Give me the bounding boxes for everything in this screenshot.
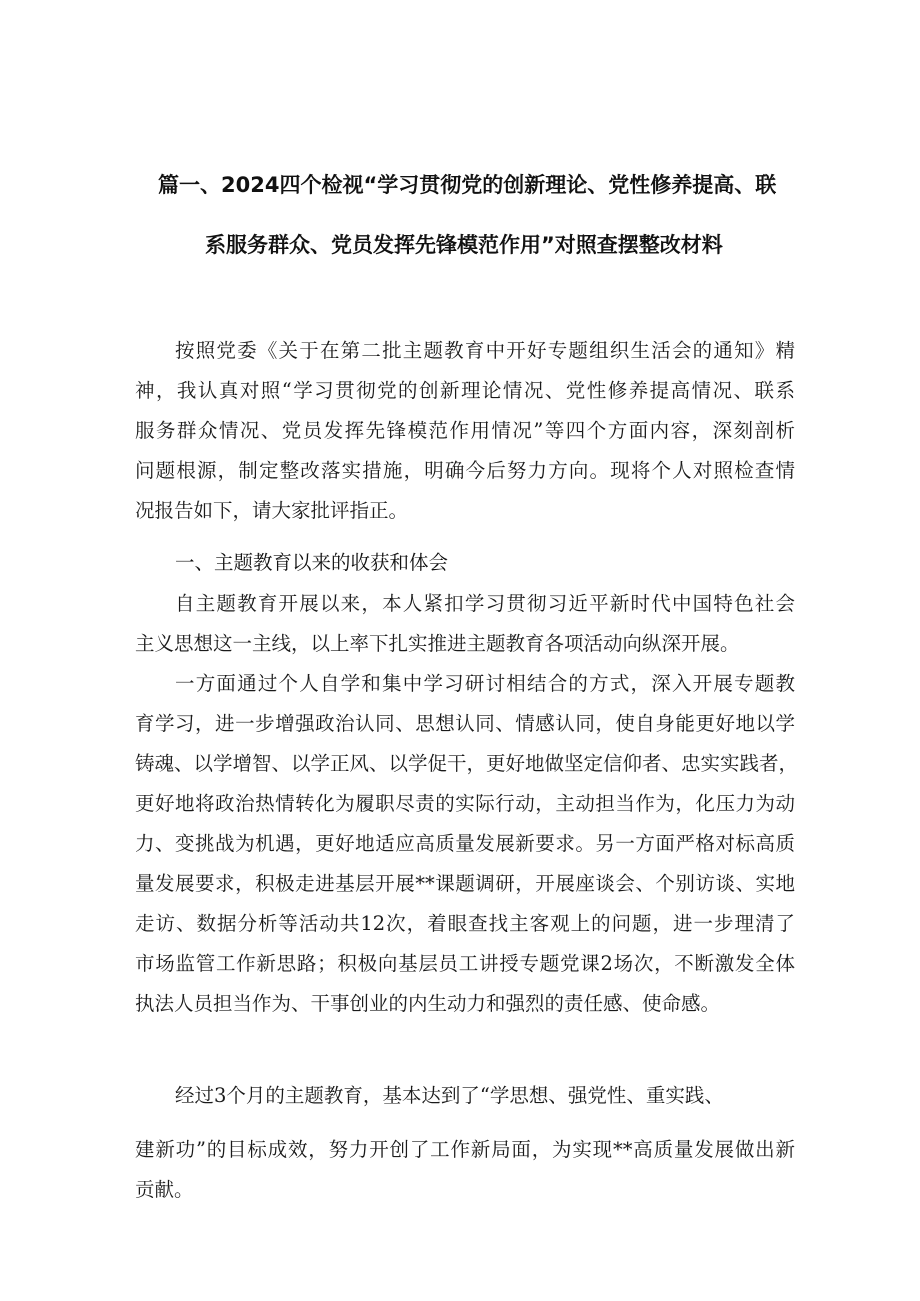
paragraph-line: 神，我认真对照“学习贯彻党的创新理论情况、党性修养提高情况、联系 [135,379,795,402]
paragraph-line: 走访、数据分析等活动共12次，着眼查找主客观上的问题，进一步理清了 [135,912,795,935]
paragraph-line: 育学习，进一步增强政治认同、思想认同、情感认同，使自身能更好地以学 [135,712,795,735]
paragraph-line: 主义思想这一主线，以上率下扎实推进主题教育各项活动向纵深开展。 [135,632,740,655]
paragraph-line: 贡献。 [135,1178,194,1201]
paragraph-line: 一方面通过个人自学和集中学习研讨相结合的方式，深入开展专题教 [175,672,795,695]
paragraph-line: 自主题教育开展以来，本人紧扣学习贯彻习近平新时代中国特色社会 [175,592,795,615]
paragraph-line: 建新功”的目标成效，努力开创了工作新局面，为实现**高质量发展做出新 [135,1138,795,1161]
paragraph-3 [135,664,799,1024]
paragraph-line: 市场监管工作新思路；积极向基层员工讲授专题党课2场次，不断激发全体 [135,952,795,975]
paragraph-line: 力、变挑战为机遇，更好地适应高质量发展新要求。另一方面严格对标高质 [135,832,795,855]
document-title-line-1: 篇一、2024四个检视“学习贯彻党的创新理论、党性修养提高、联 [158,173,777,197]
paragraph-line: 况报告如下，请大家批评指正。 [135,499,409,522]
paragraph-line: 按照党委《关于在第二批主题教育中开好专题组织生活会的通知》精 [175,339,795,362]
paragraph-line: 量发展要求，积极走进基层开展**课题调研，开展座谈会、个别访谈、实地 [135,872,795,895]
paragraph-line: 铸魂、以学增智、以学正风、以学促干，更好地做坚定信仰者、忠实实践者， [135,752,799,775]
paragraph-2 [135,584,795,664]
paragraph-4-first-line [135,1076,795,1116]
section-heading: 一、主题教育以来的收获和体会 [175,551,449,574]
document-title-line-2: 系服务群众、党员发挥先锋模范作用”对照查摆整改材料 [205,233,723,257]
paragraph-line: 执法人员担当作为、干事创业的内生动力和强烈的责任感、使命感。 [135,992,721,1015]
paragraph-line: 经过3个月的主题教育，基本达到了“学思想、强党性、重实践、 [175,1084,724,1107]
intro-paragraph [135,331,795,531]
paragraph-4-rest [135,1130,795,1210]
paragraph-line: 问题根源，制定整改落实措施，明确今后努力方向。现将个人对照检查情 [135,459,795,482]
paragraph-line: 服务群众情况、党员发挥先锋模范作用情况”等四个方面内容，深刻剖析 [135,419,795,442]
paragraph-line: 更好地将政治热情转化为履职尽责的实际行动，主动担当作为，化压力为动 [135,792,795,815]
